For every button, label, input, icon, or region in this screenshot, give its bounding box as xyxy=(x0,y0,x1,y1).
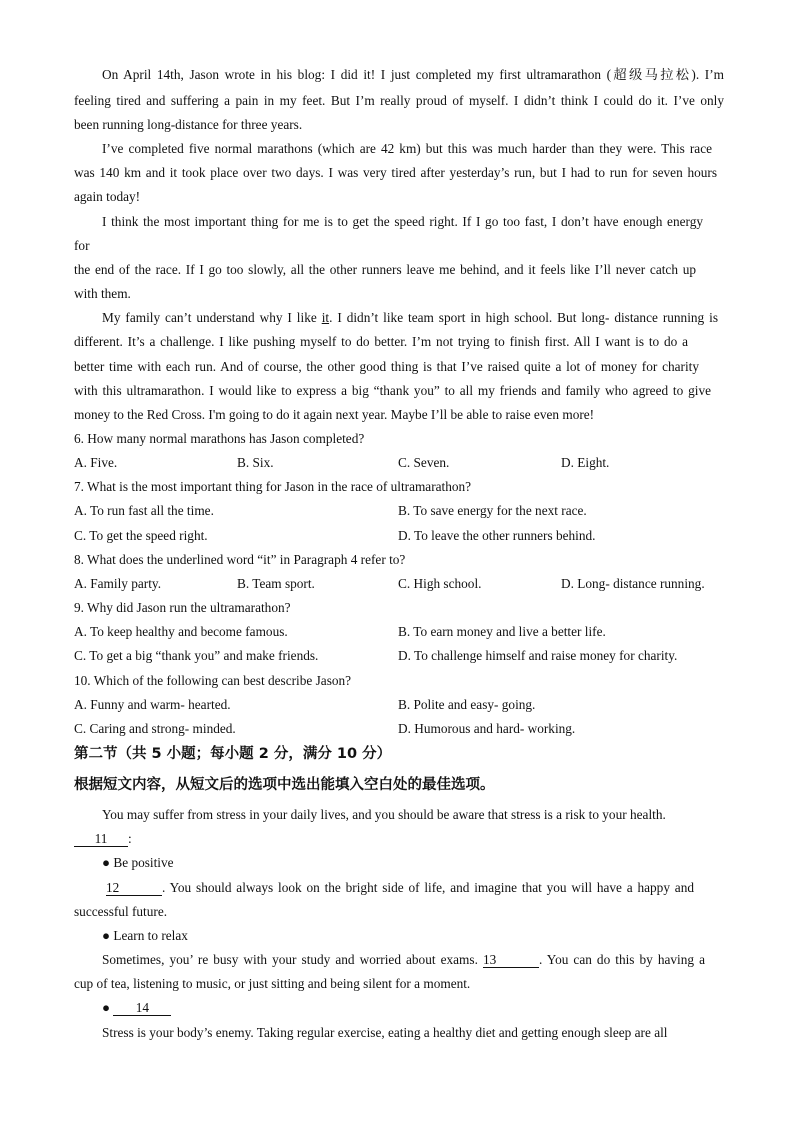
question-7-option-d[interactable]: D. To leave the other runners behind. xyxy=(398,528,596,543)
passage-p4-line3: better time with each run. And of course, the other good thing is that I’ve raised quite a lot of money for charity xyxy=(74,359,699,374)
question-9-option-d[interactable]: D. To challenge himself and raise money for charity. xyxy=(398,648,678,663)
passage-p3-line2: for xyxy=(74,238,90,253)
passage-p4-line4: with this ultramarathon. I would like to express a big “thank you” to all my friends and family who agreed to give xyxy=(74,383,711,398)
passage-p1-line3: been running long-distance for three years. xyxy=(74,117,303,132)
question-8-option-a[interactable]: A. Family party. xyxy=(74,576,162,591)
section-2-heading: 第二节（共 5 小题；每小题 2 分，满分 10 分） xyxy=(74,746,392,762)
question-6-option-a[interactable]: A. Five. xyxy=(74,455,118,470)
question-9-stem: 9. Why did Jason run the ultramarathon? xyxy=(74,600,291,615)
passage-p2-line1: I’ve completed five normal marathons (which are 42 km) but this was much harder than they were. This race xyxy=(102,141,712,156)
section2-line3 xyxy=(106,879,694,897)
question-9-option-b[interactable]: B. To earn money and live a better life. xyxy=(398,624,606,639)
passage-p4-line1 xyxy=(102,309,718,327)
section2-line1: You may suffer from stress in your daily lives, and you should be aware that stress is a risk to your health. xyxy=(102,807,666,822)
passage-p4-line2: different. It’s a challenge. I like pushing myself to do better. I’m not trying to finish first. All I want is to do a xyxy=(74,334,688,349)
question-10-option-c[interactable]: C. Caring and strong- minded. xyxy=(74,721,236,736)
question-7-stem: 7. What is the most important thing for Jason in the race of ultramarathon? xyxy=(74,479,472,494)
section2-line2 xyxy=(74,830,724,848)
question-6-stem: 6. How many normal marathons has Jason completed? xyxy=(74,431,365,446)
question-7-option-a[interactable]: A. To run fast all the time. xyxy=(74,503,214,518)
question-6-option-c[interactable]: C. Seven. xyxy=(398,455,450,470)
question-8-option-b[interactable]: B. Team sport. xyxy=(237,576,315,591)
passage-p3-line4: with them. xyxy=(74,286,131,301)
passage-p2-line3: again today! xyxy=(74,189,141,204)
section-2-instruction: 根据短文内容，从短文后的选项中选出能填入空白处的最佳选项。 xyxy=(74,777,495,793)
section2-line5-text: Sometimes, you’ re busy with your study and worried about exams. xyxy=(102,952,478,967)
section2-line3-text: . You should always look on the bright side of life, and imagine that you will have a happy and xyxy=(162,880,694,895)
passage-p4-line5: money to the Red Cross. I'm going to do it again next year. Maybe I’ll be able to raise even more! xyxy=(74,407,595,422)
colon-text: : xyxy=(128,831,132,846)
question-9-option-c[interactable]: C. To get a big “thank you” and make friends. xyxy=(74,648,319,663)
passage-p1-line2: feeling tired and suffering a pain in my feet. But I’m really proud of myself. I didn’t think I could do it. I’ve only xyxy=(74,93,724,108)
question-6-option-b[interactable]: B. Six. xyxy=(237,455,274,470)
section2-line5-text: . You can do this by having a xyxy=(538,952,705,967)
question-9-option-a[interactable]: A. To keep healthy and become famous. xyxy=(74,624,288,639)
passage-p2-line2: was 140 km and it took place over two days. I was very tired after yesterday’s run, but I had to run for seven hours xyxy=(74,165,717,180)
passage-p1-line1: On April 14th, Jason wrote in his blog: I did it! I just completed my first ultramarathon (超级马拉松). I’m xyxy=(102,67,724,82)
question-10-option-b[interactable]: B. Polite and easy- going. xyxy=(398,697,536,712)
question-7-option-c[interactable]: C. To get the speed right. xyxy=(74,528,208,543)
passage-p4-text: . I didn’t like team sport in high school. But long- distance running is xyxy=(329,310,718,325)
blank-14[interactable]: 14 xyxy=(113,1000,171,1016)
blank-13[interactable]: 13 xyxy=(483,952,539,968)
bullet-learn-to-relax: ● Learn to relax xyxy=(102,928,188,943)
question-8-option-d[interactable]: D. Long- distance running. xyxy=(561,576,705,591)
question-7-option-b[interactable]: B. To save energy for the next race. xyxy=(398,503,587,518)
section2-line6: cup of tea, listening to music, or just sitting and being silent for a moment. xyxy=(74,976,471,991)
section2-line4: successful future. xyxy=(74,904,168,919)
question-8-stem: 8. What does the underlined word “it” in Paragraph 4 refer to? xyxy=(74,552,406,567)
underlined-word-it: it xyxy=(321,310,330,325)
blank-11[interactable]: 11 xyxy=(74,831,128,847)
bullet-be-positive: ● Be positive xyxy=(102,855,174,870)
passage-p4-text: My family can’t understand why I like xyxy=(102,310,322,325)
bullet-blank-14 xyxy=(102,999,752,1017)
passage-p3-line1: I think the most important thing for me is to get the speed right. If I go too fast, I don’t have enough energy xyxy=(102,214,703,229)
question-10-stem: 10. Which of the following can best describe Jason? xyxy=(74,673,352,688)
blank-12[interactable]: 12 xyxy=(106,880,162,896)
bullet-icon: ● xyxy=(102,1000,111,1015)
question-10-option-d[interactable]: D. Humorous and hard- working. xyxy=(398,721,576,736)
question-8-option-c[interactable]: C. High school. xyxy=(398,576,482,591)
passage-p3-line3: the end of the race. If I go too slowly, all the other runners leave me behind, and it feels like I’ll never catch up xyxy=(74,262,696,277)
section2-line7: Stress is your body’s enemy. Taking regular exercise, eating a healthy diet and getting enough sleep are all xyxy=(102,1025,668,1040)
question-6-option-d[interactable]: D. Eight. xyxy=(561,455,610,470)
question-10-option-a[interactable]: A. Funny and warm- hearted. xyxy=(74,697,231,712)
section2-line5 xyxy=(102,951,705,969)
